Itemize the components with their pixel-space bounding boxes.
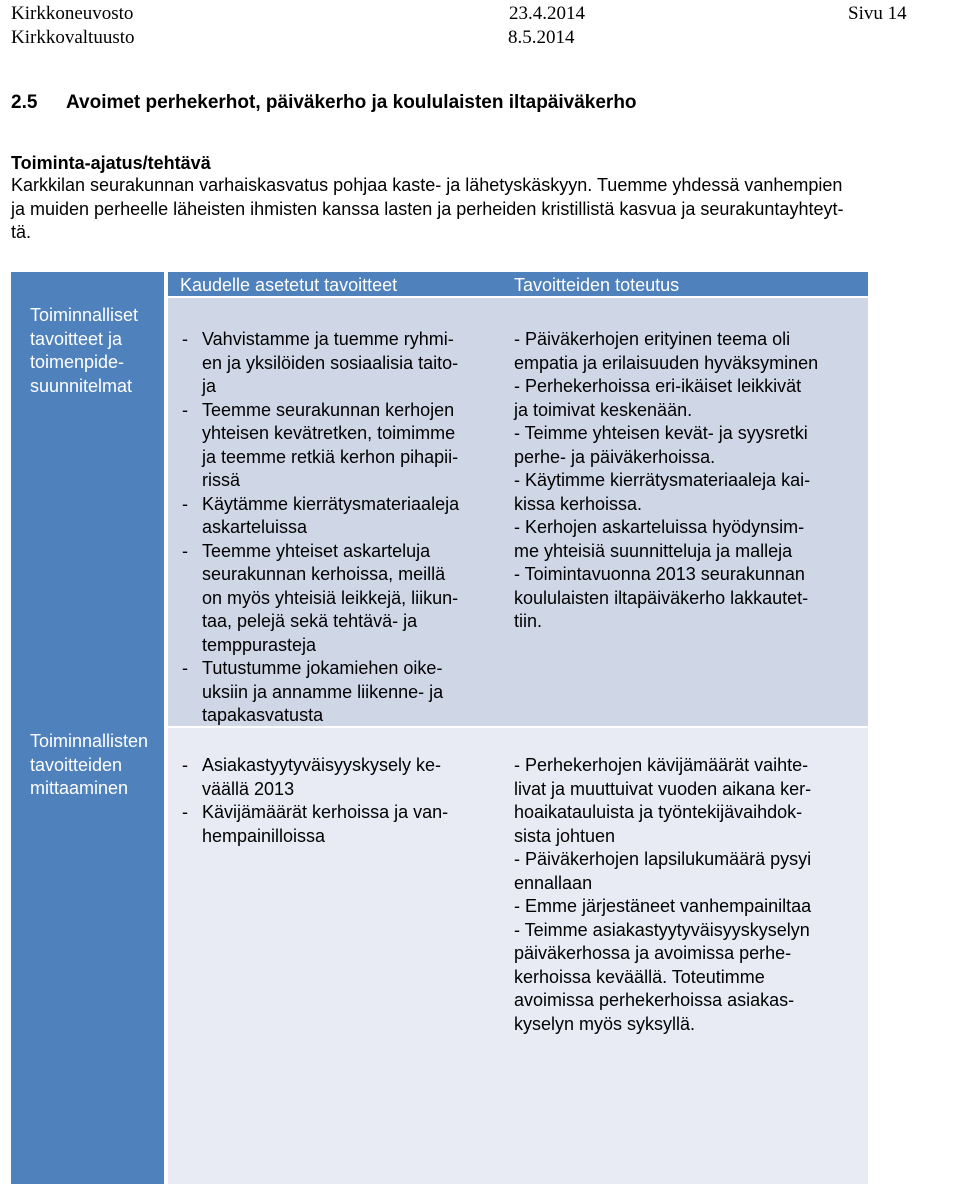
result-line: ennallaan (514, 872, 593, 893)
header-page-number: Sivu 14 (848, 3, 907, 24)
purpose-line: Karkkilan seurakunnan varhaiskasvatus pohjaa kaste- ja lähetyskäskyyn. Tuemme yhdessä vanhempien (11, 175, 843, 195)
page-header (11, 2, 951, 50)
list-item: - Tutustumme jokamiehen oike- uksiin ja annamme liikenne- ja tapakasvatusta (182, 658, 444, 725)
row-label-column (11, 272, 164, 1184)
header-org-council: Kirkkoneuvosto (11, 3, 134, 24)
header-org-assembly: Kirkkovaltuusto (11, 27, 135, 48)
list-item: - Kävijämäärät kerhoissa ja van- hempainilloissa (182, 802, 449, 846)
measurement-goals-cell (182, 754, 504, 848)
result-line: kissa kerhoissa. (514, 493, 643, 514)
result-line: - Päiväkerhojen lapsilukumäärä pysyi (514, 849, 812, 869)
list-item: - Teemme yhteiset askarteluja seurakunnan kerhoissa, meillä on myös yhteisiä leikkejä, liikun- taa, pelejä sekä tehtävä- ja temppurasteja (182, 540, 459, 655)
row-label-line: mittaaminen (30, 778, 129, 798)
result-line: - Toimintavuonna 2013 seurakunnan (514, 564, 805, 584)
result-line: päiväkerhossa ja avoimissa perhe- (514, 943, 792, 963)
goals-cell (182, 328, 504, 728)
row-label-line: Toiminnallisten (30, 731, 149, 751)
column-header-goals (168, 272, 504, 296)
result-line: kerhoissa keväällä. Toteutimme (514, 966, 765, 987)
purpose-line: ja muiden perheelle läheisten ihmisten kanssa lasten ja perheiden kristillistä kasvua ja seurakuntayhteyt- (11, 198, 844, 219)
result-line: empatia ja erilaisuuden hyväksyminen (514, 352, 819, 373)
result-line: - Kerhojen askarteluissa hyödynsim- (514, 517, 805, 537)
result-line: - Emme järjestäneet vanhempainiltaa (514, 896, 812, 916)
list-item: - Vahvistamme ja tuemme ryhmi- en ja yksilöiden sosiaalisia taito- ja (182, 329, 459, 396)
result-line: me yhteisiä suunnitteluja ja malleja (514, 540, 793, 561)
result-line: sista johtuen (514, 825, 616, 846)
column-header-label: Tavoitteiden toteutus (514, 275, 680, 295)
results-cell (514, 328, 864, 634)
row-label-line: toimenpide- (30, 352, 125, 372)
purpose-title: Toiminta-ajatus/tehtävä (11, 153, 211, 173)
purpose-text (11, 174, 956, 245)
row-label-line: suunnitelmat (30, 375, 133, 396)
result-line: avoimissa perhekerhoissa asiakas- (514, 990, 795, 1010)
list-item: - Asiakastyytyväisyyskysely ke- väällä 2013 (182, 755, 442, 799)
list-item: - Teemme seurakunnan kerhojen yhteisen kevätretken, toimimme ja teemme retkiä kerhon pihapii- rissä (182, 399, 459, 490)
row-label-operational-goals (30, 304, 170, 398)
column-header-results (504, 272, 868, 296)
result-line: ja toimivat keskenään. (514, 399, 693, 420)
result-line: koululaisten iltapäiväkerho lakkautet- (514, 587, 809, 608)
result-line: - Käytimme kierrätysmateriaaleja kai- (514, 470, 811, 490)
column-header-label: Kaudelle asetetut tavoitteet (180, 275, 398, 295)
purpose-line: tä. (11, 222, 32, 242)
result-line: livat ja muuttuivat vuoden aikana ker- (514, 778, 812, 799)
row-label-line: tavoitteet ja (30, 328, 123, 349)
result-line: - Perhekerhojen kävijämäärät vaihte- (514, 755, 809, 775)
section-heading (11, 91, 637, 115)
result-line: perhe- ja päiväkerhoissa. (514, 446, 716, 467)
result-line: - Teimme yhteisen kevät- ja syysretki (514, 423, 808, 443)
result-line: - Teimme asiakastyytyväisyyskyselyn (514, 919, 810, 940)
result-line: - Päiväkerhojen erityinen teema oli (514, 329, 791, 349)
section-number: 2.5 (11, 92, 38, 113)
row-label-line: tavoitteiden (30, 754, 123, 775)
row-label-line: Toiminnalliset (30, 305, 139, 325)
result-line: kyselyn myös syksyllä. (514, 1013, 696, 1034)
result-line: tiin. (514, 611, 543, 631)
list-item: - Käytämme kierrätysmateriaaleja askarteluissa (182, 493, 460, 537)
result-line: hoaikatauluista ja työntekijävaihdok- (514, 802, 803, 822)
result-line: - Perhekerhoissa eri-ikäiset leikkivät (514, 376, 802, 396)
measurement-results-cell (514, 754, 864, 1036)
section-title: Avoimet perhekerhot, päiväkerho ja koululaisten iltapäiväkerho (66, 92, 637, 113)
row-label-goal-measurement (30, 730, 170, 801)
header-date-assembly: 8.5.2014 (508, 27, 575, 48)
header-date-council: 23.4.2014 (509, 3, 585, 24)
